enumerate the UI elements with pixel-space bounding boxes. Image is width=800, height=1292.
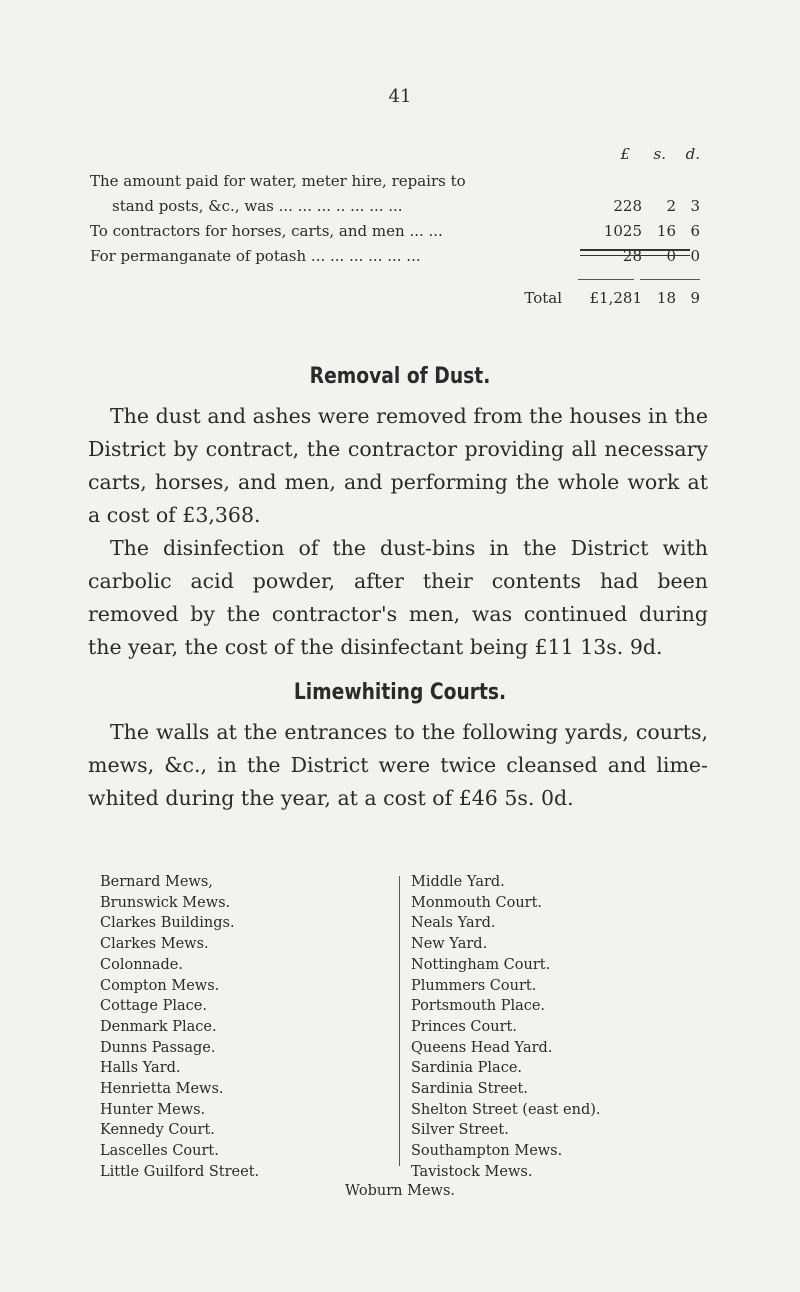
row-label: The amount paid for water, meter hire, repairs to	[90, 172, 466, 190]
row-label: For permanganate of potash ... ... ... ... ... ...	[90, 247, 421, 265]
dust-paragraph-1: The dust and ashes were removed from the houses in the District by contract, the contractor providing all necessary carts, horses, and men, and performing the whole work at a cost of £3,368.	[88, 404, 708, 527]
row-pence: 3	[690, 197, 700, 215]
row-pence: 6	[690, 222, 700, 240]
list-item: Silver Street.	[411, 1122, 509, 1139]
row-shillings: 16	[656, 222, 676, 240]
list-item: Princes Court.	[411, 1018, 517, 1035]
pounds-header: £	[620, 145, 630, 163]
total-row	[90, 279, 700, 315]
shillings-header: s.	[653, 145, 666, 163]
list-item: Compton Mews.	[100, 977, 220, 994]
row-pounds: 1025	[603, 222, 642, 240]
double-rule	[580, 249, 690, 256]
list-item: Bernard Mews,	[100, 874, 213, 890]
list-item: Middle Yard.	[411, 874, 505, 890]
list-item: Neals Yard.	[411, 915, 496, 932]
table-row	[90, 219, 700, 244]
total-pence: 9	[690, 289, 700, 307]
row-pounds: 28	[622, 247, 642, 265]
dust-heading: Removal of Dust.	[309, 364, 491, 389]
list-item: Brunswick Mews.	[100, 894, 231, 911]
limewhiting-heading: Limewhiting Courts.	[293, 680, 507, 705]
list-item: Tavistock Mews.	[411, 1163, 533, 1180]
final-list-item: Woburn Mews.	[344, 1183, 456, 1199]
list-item: Henrietta Mews.	[100, 1081, 224, 1098]
total-shillings: 18	[656, 289, 676, 307]
list-item: Sardinia Street.	[411, 1081, 528, 1098]
row-shillings: 2	[666, 197, 676, 215]
list-item: Denmark Place.	[100, 1018, 217, 1035]
page-number: 41	[388, 86, 412, 107]
currency-header	[90, 145, 700, 169]
row-label: To contractors for horses, carts, and men ... ...	[90, 222, 443, 240]
row-pence: 0	[690, 247, 700, 265]
list-item: Sardinia Place.	[411, 1060, 523, 1077]
table-row	[90, 194, 700, 219]
list-item: Plummers Court.	[411, 977, 537, 994]
list-item: Clarkes Mews.	[100, 936, 209, 953]
table-row	[90, 244, 700, 269]
row-pounds: 228	[613, 197, 642, 215]
list-item: Queens Head Yard.	[411, 1039, 553, 1056]
total-rule	[578, 279, 634, 280]
list-item: Portsmouth Place.	[411, 998, 546, 1015]
list-item: Dunns Passage.	[100, 1039, 216, 1056]
list-item: Halls Yard.	[100, 1060, 181, 1077]
list-item: Monmouth Court.	[411, 894, 543, 911]
limewhiting-paragraph: The walls at the entrances to the following yards, courts, mews, &c., in the District were twice cleansed and lime-whited during the year, at a cost of £46 5s. 0d.	[88, 720, 708, 810]
row-shillings: 0	[666, 247, 676, 265]
list-item: New Yard.	[411, 936, 488, 953]
pence-header: d.	[685, 145, 700, 163]
total-rule	[640, 279, 700, 280]
list-item: Lascelles Court.	[100, 1143, 219, 1160]
total-pounds: £1,281	[589, 289, 642, 307]
total-label: Total	[524, 289, 562, 307]
list-item: Southampton Mews.	[411, 1143, 563, 1160]
accounts-table	[90, 145, 700, 315]
list-item: Hunter Mews.	[100, 1101, 206, 1118]
list-item: Little Guilford Street.	[100, 1163, 260, 1180]
column-divider	[399, 876, 400, 1166]
table-row	[90, 169, 700, 194]
list-item: Clarkes Buildings.	[100, 915, 235, 932]
street-list-left	[100, 872, 259, 1183]
dust-paragraph-2: The disinfection of the dust-bins in the District with carbolic acid powder, after their contents had been removed by the contractor's men, was continued during the year, the cost of the disinfectant being £11 13s. 9d.	[88, 536, 708, 659]
street-list-right	[411, 872, 601, 1183]
row-label: stand posts, &c., was ... ... ... .. ... ... ...	[112, 197, 403, 215]
list-item: Colonnade.	[100, 956, 183, 973]
list-item: Kennedy Court.	[100, 1122, 215, 1139]
list-item: Shelton Street (east end).	[411, 1101, 601, 1118]
list-item: Nottingham Court.	[411, 956, 551, 973]
list-item: Cottage Place.	[100, 998, 207, 1015]
